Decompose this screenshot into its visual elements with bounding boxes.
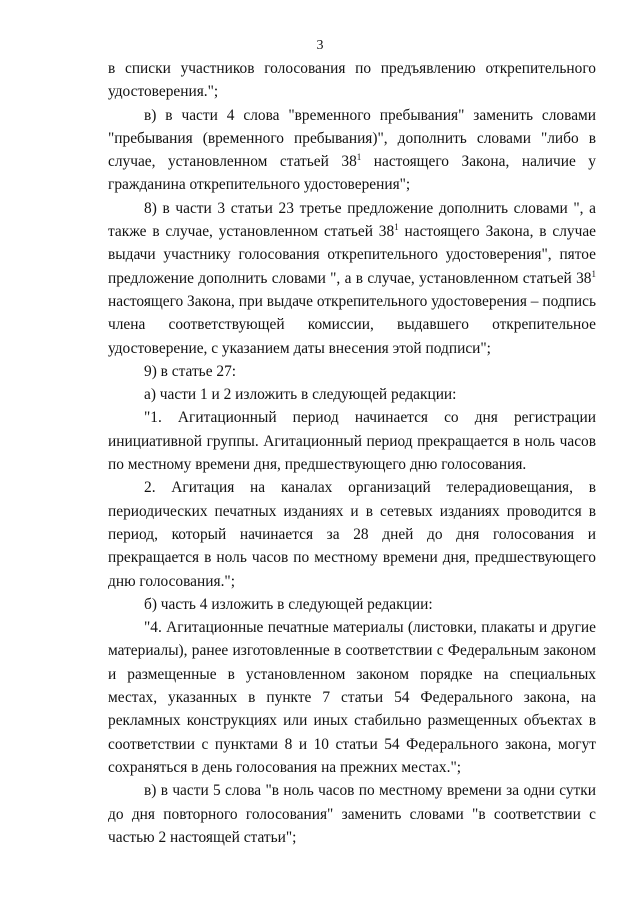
paragraph-4: 9) в статье 27: <box>144 362 237 380</box>
paragraph-5: а) части 1 и 2 изложить в следующей редакции: <box>144 386 457 404</box>
paragraph-8: б) часть 4 изложить в следующей редакции: <box>144 595 433 613</box>
paragraph-10: в) в части 5 слова "в ноль часов по местному времени за одни сутки до дня повторного голосования" заменить словами "в соответствии с частью 2 настоящей статьи"; <box>108 782 596 846</box>
paragraph-2 <box>108 104 596 197</box>
paragraph-1: в списки участников голосования по предъявлению открепительного удостоверения."; <box>108 60 596 101</box>
paragraph-3 <box>108 197 596 360</box>
paragraph-2-text-b: настоящего Закона, наличие у гражданина открепительного удостоверения"; <box>108 153 596 194</box>
page-number: 3 <box>316 38 324 53</box>
paragraph-2-text-a: в) в части 4 слова "временного пребывания" заменить словами "пребывания (временного пребывания)", дополнить словами "либо в случае, установленном статьей 38 <box>108 106 596 171</box>
paragraph-9: "4. Агитационные печатные материалы (листовки, плакаты и другие материалы), ранее изготовленные в соответствии с Федеральным законом и размещенные в установленном законом порядке на специальных местах, указанных в пункте 7 статьи 54 Федерального закона, на рекламных конструкциях или иных стабильно размещенных объектах в соответствии с пунктами 8 и 10 статьи 54 Федерального закона, могут сохраняться в день голосования на прежних местах."; <box>108 619 596 776</box>
document-body <box>108 57 596 849</box>
superscript-1: 1 <box>356 152 362 163</box>
paragraph-7: 2. Агитация на каналах организаций телерадиовещания, в периодических печатных изданиях и в сетевых изданиях проводится в период, который начинается за 28 дней до дня голосования и прекращается в ноль часов по местному времени дня, предшествующего дню голосования."; <box>108 479 596 590</box>
superscript-1: 1 <box>591 268 596 279</box>
paragraph-3-text-c: настоящего Закона, при выдаче открепительного удостоверения – подпись члена соответствующей комиссии, выдавшего открепительное удостоверение, с указанием даты внесения этой подписи"; <box>108 292 596 357</box>
paragraph-3-text-b: настоящего Закона, в случае выдачи участнику голосования открепительного удостоверения", пятое предложение дополнить словами ", а в случае, установленном статьей 38 <box>108 223 596 287</box>
paragraph-3-text-a: 8) в части 3 статьи 23 третье предложение дополнить словами ", а также в случае, установленном статьей 38 <box>108 199 596 241</box>
superscript-1: 1 <box>394 222 399 233</box>
paragraph-6: "1. Агитационный период начинается со дня регистрации инициативной группы. Агитационный период прекращается в ноль часов по местному времени дня, предшествующего дню голосования. <box>108 409 596 474</box>
